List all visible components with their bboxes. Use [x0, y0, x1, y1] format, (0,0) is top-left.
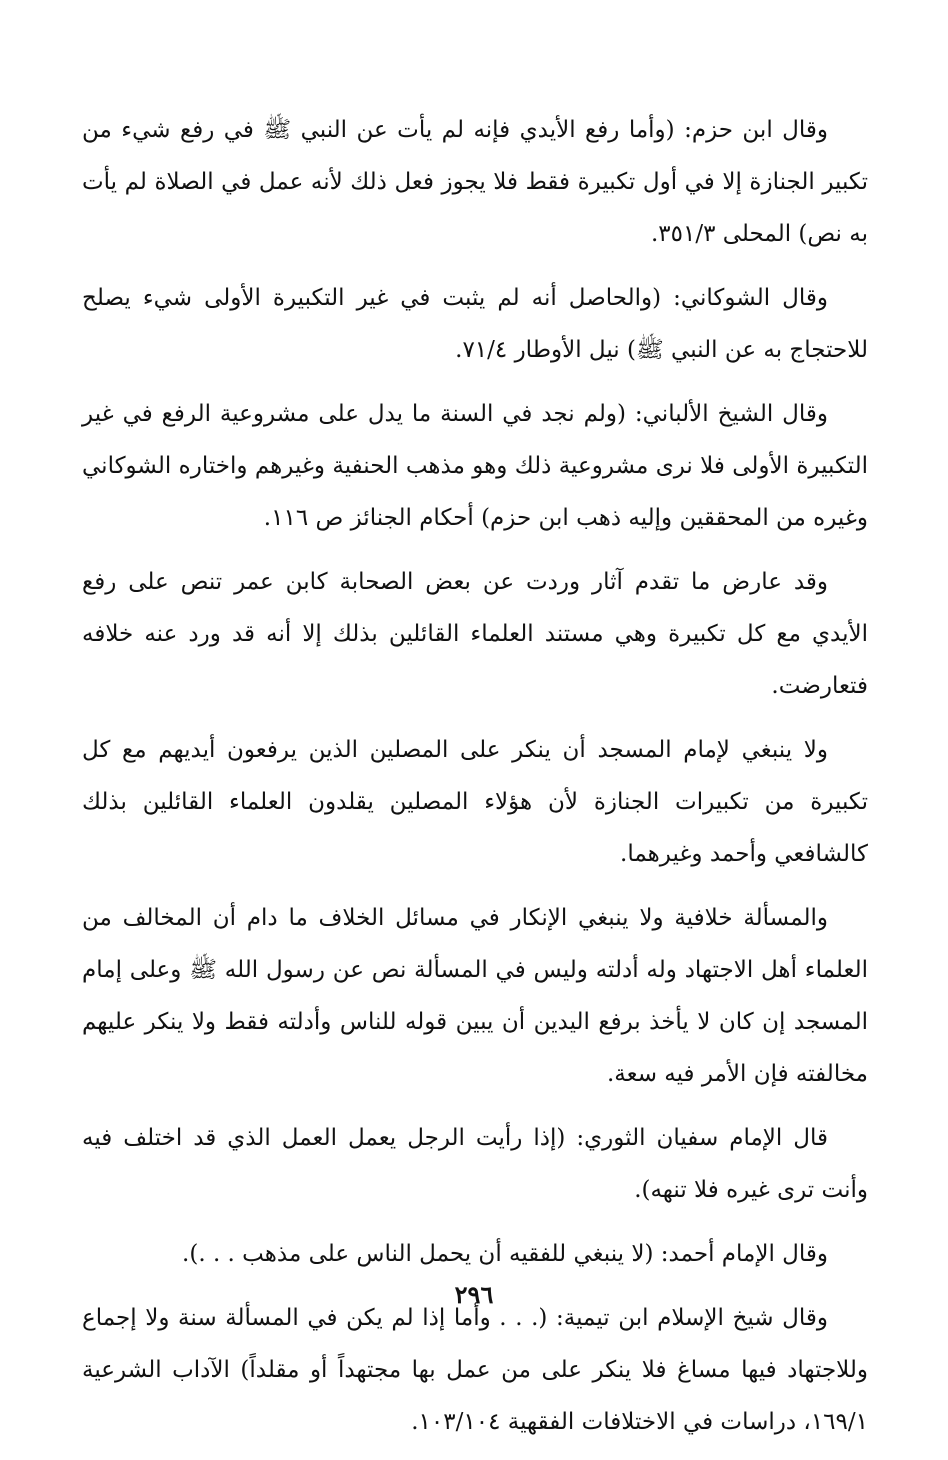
paragraph-ibn-taymiyyah: وقال شيخ الإسلام ابن تيمية: (. . . وأما إذا لم يكن في المسألة سنة ولا إجماع وللاجتهاد فيها مساغ فلا ينكر على من عمل بها مجتهداً أو مقلداً) الآداب الشرعية ١٦٩/١، دراسات في الاختلافات الفقهية ١٠٣/١٠٤.	[82, 1305, 868, 1435]
paragraph-imam-ahmad: وقال الإمام أحمد: (لا ينبغي للفقيه أن يحمل الناس على مذهب . . .).	[182, 1241, 828, 1267]
page-number: ٢٩٦	[454, 1280, 494, 1309]
paragraph-imam-guidance: ولا ينبغي لإمام المسجد أن ينكر على المصلين الذين يرفعون أيديهم مع كل تكبيرة من تكبيرات الجنازة لأن هؤلاء المصلين يقلدون العلماء القائلين بذلك كالشافعي وأحمد وغيرهما.	[82, 737, 868, 867]
page-body	[82, 104, 868, 1460]
paragraph-ibn-hazm: وقال ابن حزم: (وأما رفع الأيدي فإنه لم يأت عن النبي ﷺ في رفع شيء من تكبير الجنازة إلا في أول تكبيرة فقط فلا يجوز فعل ذلك لأنه عمل في الصلاة لم يأت به نص) المحلى ٣٥١/٣.	[82, 117, 868, 247]
paragraph-albani: وقال الشيخ الألباني: (ولم نجد في السنة ما يدل على مشروعية الرفع في غير التكبيرة الأولى فلا نرى مشروعية ذلك وهو مذهب الحنفية وغيرهم واختاره الشوكاني وغيره من المحققين وإليه ذهب ابن حزم) أحكام الجنائز ص ١١٦.	[82, 401, 868, 531]
paragraph-disputed-issue: والمسألة خلافية ولا ينبغي الإنكار في مسائل الخلاف ما دام أن المخالف من العلماء أهل الاجتهاد وله أدلته وليس في المسألة نص عن رسول الله ﷺ وعلى إمام المسجد إن كان لا يأخذ برفع اليدين أن يبين قوله للناس وأدلته فقط ولا ينكر عليهم مخالفته فإن الأمر فيه سعة.	[82, 905, 868, 1087]
paragraph-shawkani: وقال الشوكاني: (والحاصل أنه لم يثبت في غير التكبيرة الأولى شيء يصلح للاحتجاج به عن النبي ﷺ) نيل الأوطار ٧١/٤.	[82, 285, 868, 363]
paragraph-companions-narrations: وقد عارض ما تقدم آثار وردت عن بعض الصحابة كابن عمر تنص على رفع الأيدي مع كل تكبيرة وهي مستند العلماء القائلين بذلك إلا أنه قد ورد عنه خلافه فتعارضت.	[82, 569, 868, 699]
paragraph-sufyan-thawri: قال الإمام سفيان الثوري: (إذا رأيت الرجل يعمل العمل الذي قد اختلف فيه وأنت ترى غيره فلا تنهه).	[82, 1125, 868, 1203]
